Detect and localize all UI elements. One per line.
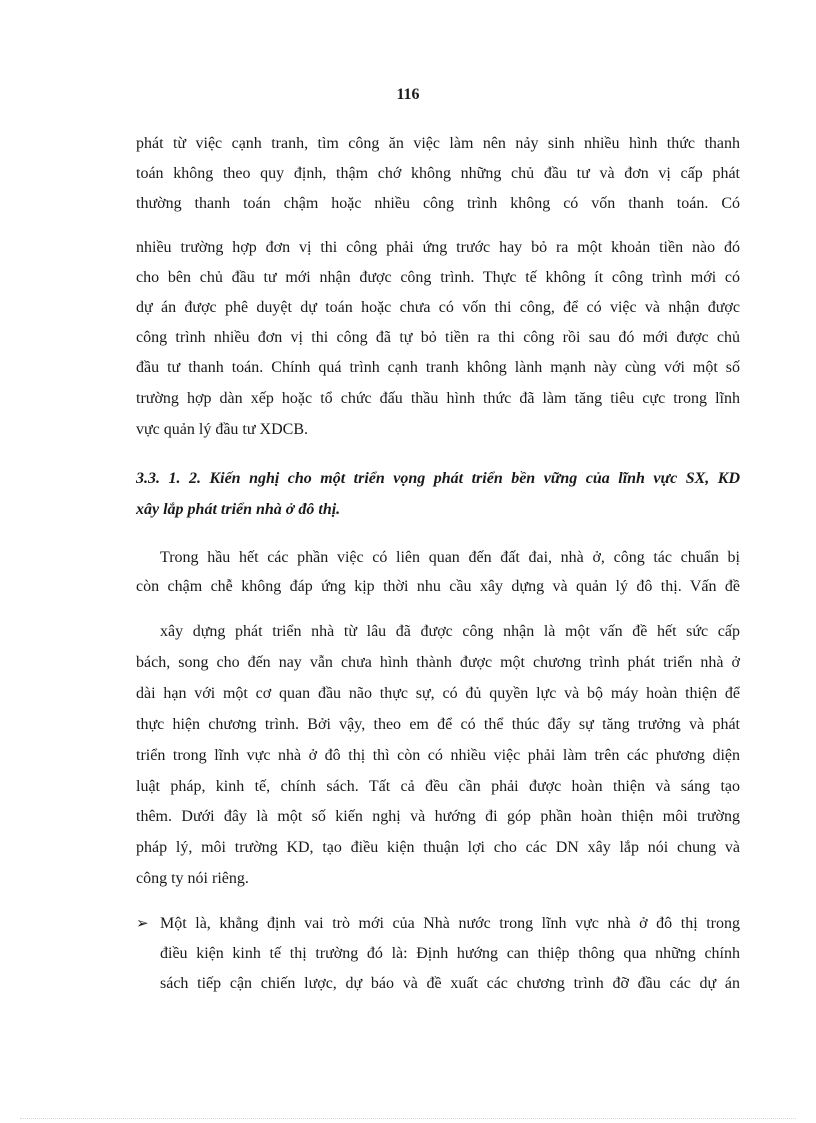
paragraph-2-line: trường hợp dàn xếp hoặc tổ chức đấu thầu hình thức đã làm tăng tiêu cực trong lĩnh: [136, 390, 740, 407]
arrow-bullet-icon: ➢: [136, 914, 149, 932]
paragraph-2-line: công trình nhiều đơn vị thi công đã tự bỏ tiền ra thi công rồi sau đó mới được chủ: [136, 329, 740, 346]
paragraph-1-line: thường thanh toán chậm hoặc nhiều công trình không có vốn thanh toán. Có: [136, 195, 740, 212]
bullet-item-line: điều kiện kinh tế thị trường đó là: Định hướng can thiệp thông qua những chính: [160, 945, 740, 962]
paragraph-4-line: bách, song cho đến nay vẫn chưa hình thành được một chương trình phát triển nhà ở: [136, 654, 740, 671]
paragraph-2-line: nhiều trường hợp đơn vị thi công phải ứng trước hay bỏ ra một khoản tiền nào đó: [136, 239, 740, 256]
paragraph-3-line: Trong hầu hết các phần việc có liên quan đến đất đai, nhà ở, công tác chuẩn bị: [160, 549, 740, 566]
paragraph-4-line: thực hiện chương trình. Bởi vậy, theo em để có thể thúc đẩy sự tăng trưởng và phát: [136, 716, 740, 733]
section-heading: xây lắp phát triển nhà ở đô thị.: [136, 501, 341, 518]
paragraph-2-line: đầu tư thanh toán. Chính quá trình cạnh tranh không lành mạnh này cùng với một số: [136, 359, 740, 376]
paragraph-4-line: xây dựng phát triển nhà từ lâu đã được công nhận là một vấn đề hết sức cấp: [160, 623, 740, 640]
paragraph-1-line: toán không theo quy định, thậm chớ không những chủ đầu tư và đơn vị cấp phát: [136, 165, 740, 182]
paragraph-4-line: pháp lý, môi trường KD, tạo điều kiện thuận lợi cho các DN xây lắp nói chung và: [136, 839, 740, 856]
section-heading: 3.3. 1. 2. Kiến nghị cho một triển vọng phát triển bền vững của lĩnh vực SX, KD: [136, 470, 740, 487]
paragraph-2-line: cho bên chủ đầu tư mới nhận được công trình. Thực tế không ít công trình mới có: [136, 269, 740, 286]
paragraph-4-line: dài hạn với một cơ quan đầu não thực sự, có đủ quyền lực và bộ máy hoàn thiện để: [136, 685, 740, 702]
page-bottom-border: [20, 1118, 796, 1119]
paragraph-4-line: triển trong lĩnh vực nhà ở đô thị thì còn có nhiều việc phải làm trên các phương diện: [136, 747, 740, 764]
paragraph-4-line: thêm. Dưới đây là một số kiến nghị và hướng đi góp phần hoàn thiện môi trường: [136, 808, 740, 825]
paragraph-1-line: phát từ việc cạnh tranh, tìm công ăn việc làm nên nảy sinh nhiều hình thức thanh: [136, 135, 740, 152]
paragraph-4-line: luật pháp, kinh tế, chính sách. Tất cả đều cần phải được hoàn thiện và sáng tạo: [136, 778, 740, 795]
paragraph-2-line: vực quản lý đầu tư XDCB.: [136, 421, 308, 438]
page-number: 116: [396, 86, 420, 103]
paragraph-4-line: công ty nói riêng.: [136, 870, 249, 887]
bullet-item-line: Một là, khẳng định vai trò mới của Nhà nước trong lĩnh vực nhà ở đô thị trong: [160, 915, 740, 932]
bullet-item-line: sách tiếp cận chiến lược, dự báo và đề xuất các chương trình đỡ đầu các dự án: [160, 975, 740, 992]
paragraph-3-line: còn chậm chễ không đáp ứng kịp thời nhu cầu xây dựng và quản lý đô thị. Vấn đề: [136, 578, 740, 595]
paragraph-2-line: dự án được phê duyệt dự toán hoặc chưa có vốn thi công, để có việc và nhận được: [136, 299, 740, 316]
